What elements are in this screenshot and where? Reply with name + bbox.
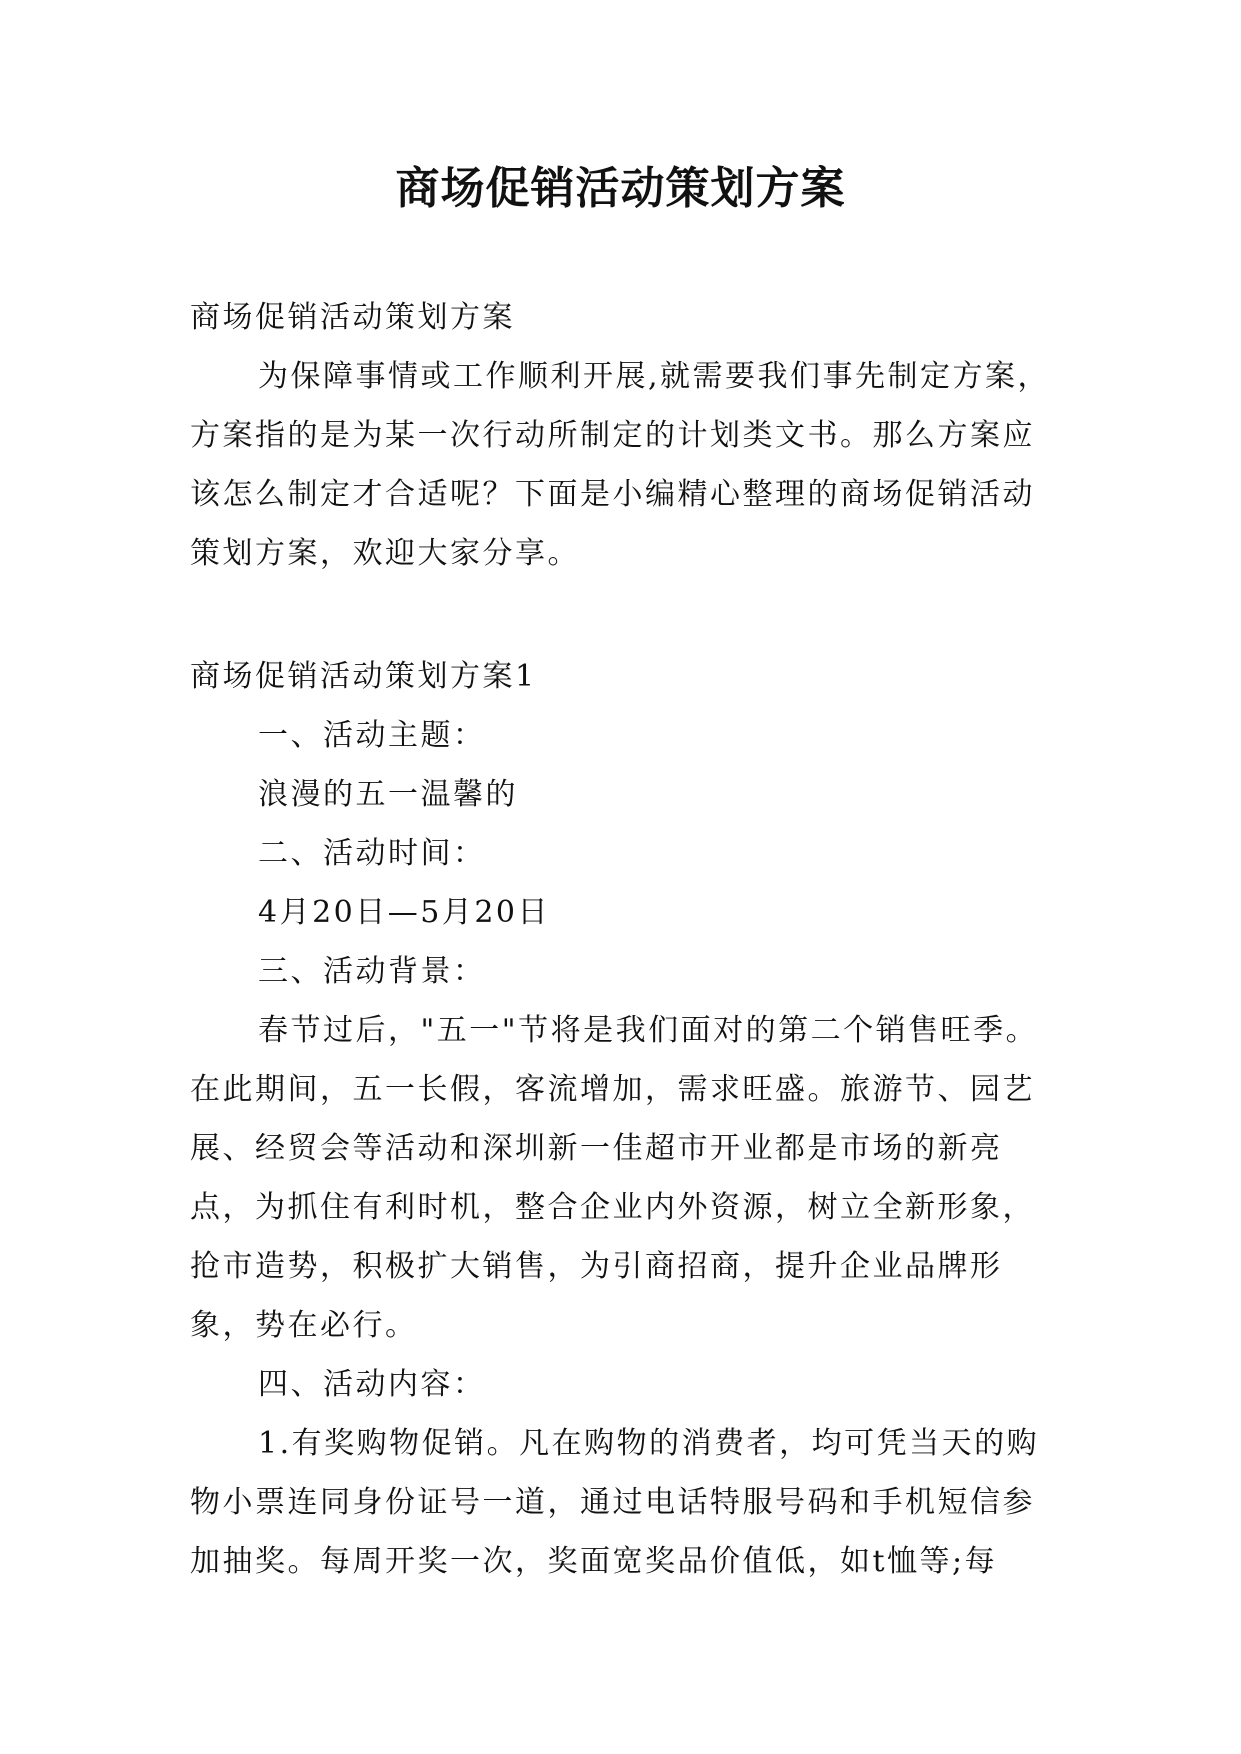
document-title: 商场促销活动策划方案 <box>395 163 846 214</box>
background-paragraph: 春节过后，"五一"节将是我们面对的第二个销售旺季。在此期间，五一长假，客流增加，需求旺盛。旅游节、园艺展、经贸会等活动和深圳新一佳超市开业都是市场的新亮点，为抓住有利时机，整合企业内外资源，树立全新形象，抢市造势，积极扩大销售，为引商招商，提升企业品牌形象，势在必行。 <box>190 1013 1039 1343</box>
time-text: 4月20日—5月20日 <box>258 895 551 930</box>
document-body <box>190 288 1065 1591</box>
background-heading: 三、活动背景： <box>258 954 486 989</box>
section-title: 商场促销活动策划方案1 <box>190 659 537 694</box>
content-heading: 四、活动内容： <box>258 1367 486 1402</box>
theme-heading: 一、活动主题： <box>258 718 486 753</box>
subtitle: 商场促销活动策划方案 <box>190 300 515 335</box>
theme-text: 浪漫的五一温馨的 <box>258 777 518 812</box>
spacer <box>190 583 1065 647</box>
time-heading: 二、活动时间： <box>258 836 486 871</box>
intro-paragraph: 为保障事情或工作顺利开展,就需要我们事先制定方案，方案指的是为某一次行动所制定的计划类文书。那么方案应该怎么制定才合适呢？下面是小编精心整理的商场促销活动策划方案，欢迎大家分享。 <box>190 359 1051 571</box>
content-paragraph: 1.有奖购物促销。凡在购物的消费者，均可凭当天的购物小票连同身份证号一道，通过电话特服号码和手机短信参加抽奖。每周开奖一次，奖面宽奖品价值低，如t恤等;每 <box>190 1426 1040 1579</box>
